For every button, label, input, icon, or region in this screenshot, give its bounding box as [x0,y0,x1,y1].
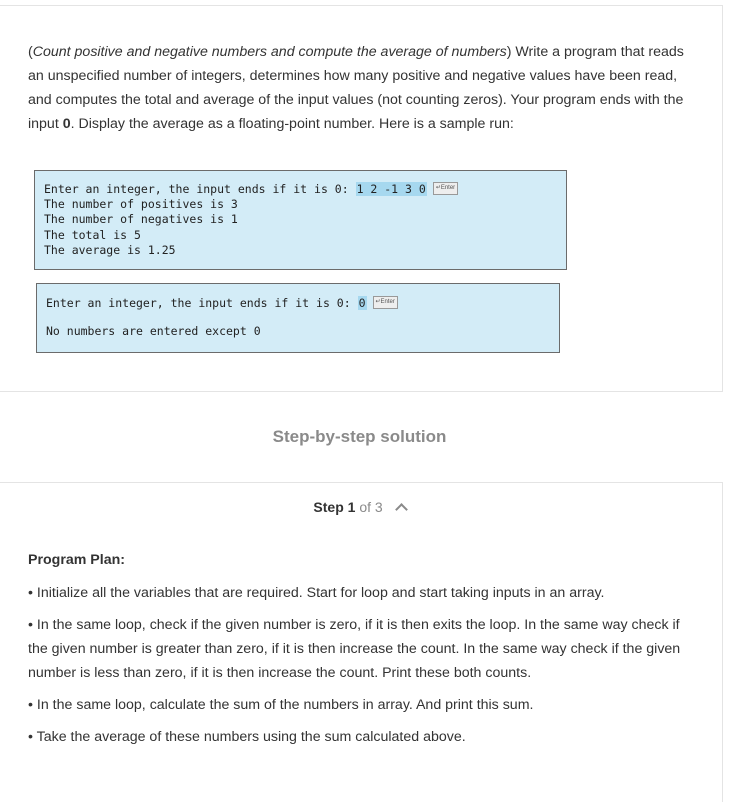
question-card [0,5,723,392]
console-prompt: Enter an integer, the input ends if it is 0: [46,296,358,310]
question-title: Count positive and negative numbers and compute the average of numbers [32,44,507,60]
console-output-line: The number of negatives is 1 [44,212,238,227]
console-output-line: The total is 5 [44,227,141,242]
step-header[interactable] [0,499,719,515]
console-prompt-line [46,296,559,310]
step-card [0,482,723,802]
console-output-line: No numbers are entered except 0 [46,324,261,338]
list-item: • Take the average of these numbers using the sum calculated above. [28,729,466,745]
list-item: • In the same loop, check if the given number is zero, if it is then exits the loop. In the same way check if the given number is greater than zero, if it is then increase the count. In the same way check if the given number is less than zero, if it is then increase the count. Print these both counts. [28,617,681,681]
program-plan-list [28,581,698,757]
question-body-2: . Display the average as a floating-point number. Here is a sample run: [70,116,514,132]
console-output-line: The number of positives is 3 [44,197,238,212]
console-input: 0 [358,296,366,310]
question-zero: 0 [62,116,71,132]
step-word: Step [313,499,344,515]
chevron-up-icon[interactable] [395,503,408,516]
console-output-line: The average is 1.25 [44,242,176,257]
console-prompt-line [44,182,566,197]
enter-key-icon: ↵Enter [373,296,398,309]
section-title: Step-by-step solution [272,427,447,446]
step-number: 1 [347,499,356,515]
console-prompt: Enter an integer, the input ends if it is 0: [44,182,356,196]
enter-key-icon: ↵Enter [433,182,458,195]
list-item: • In the same loop, calculate the sum of the numbers in array. And print this sum. [28,697,534,713]
program-plan-title: Program Plan: [28,552,125,568]
question-text: (Count positive and negative numbers and compute the average of numbers) Write a program that reads an unspecified number of integers, determines how many positive and negative values have been read, and computes the total and average of the input values (not counting zeros). Your program ends with the input 0. Display the average as a floating-point number. Here is a sample run: [28,44,684,132]
step-of-total: of 3 [359,499,383,515]
sample-run-console-1 [34,170,567,270]
console-input: 1 2 -1 3 0 [356,182,426,196]
list-item: • Initialize all the variables that are required. Start for loop and start taking inputs in an array. [28,585,605,601]
question-body-1: ) Write a program that reads an unspecified number of integers, determines how many positive and negative values have been read, and computes the total and average of the input values (not counting zeros). Your program ends with the input [28,44,684,132]
sample-run-console-2 [36,283,560,353]
